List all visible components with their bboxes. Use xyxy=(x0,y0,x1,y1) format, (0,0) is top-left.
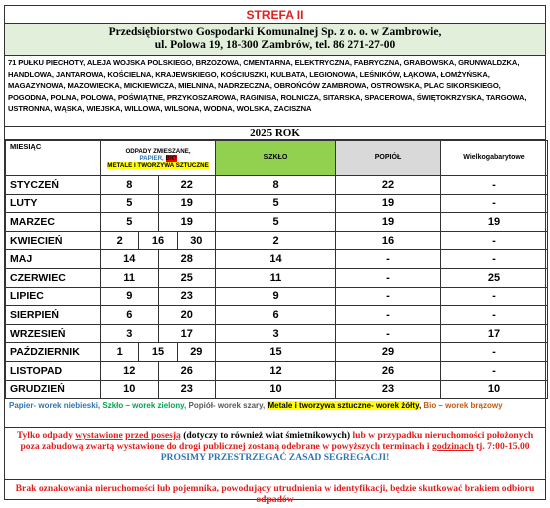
ash-date-cell: - xyxy=(336,306,441,325)
notice-part-8: tj. 7:00-15.00 xyxy=(473,441,530,453)
mixed-date: 17 xyxy=(158,325,216,343)
mixed-date: 19 xyxy=(158,195,216,213)
mixed-date: 3 xyxy=(126,327,133,340)
mixed-date: 15 xyxy=(138,343,176,361)
table-row xyxy=(6,176,548,195)
bag-color-legend xyxy=(5,399,545,428)
mixed-date: 1 xyxy=(116,346,123,359)
mixed-date: 30 xyxy=(177,232,215,250)
mixed-date: 28 xyxy=(158,250,216,268)
mixed-date: 23 xyxy=(158,381,216,399)
mixed-date: 14 xyxy=(123,253,136,266)
bulky-date-cell: - xyxy=(441,343,548,362)
table-header-row xyxy=(6,141,548,176)
bulky-date-cell: 10 xyxy=(441,380,548,399)
segregation-appeal: PROSIMY PRZESTRZEGAĆ ZASAD SEGREGACJI! xyxy=(160,452,390,464)
bulky-date-cell: 25 xyxy=(441,268,548,287)
ash-date-cell: 19 xyxy=(336,194,441,213)
glass-date-cell: 9 xyxy=(216,287,336,306)
header-ash: POPIÓŁ xyxy=(336,141,441,176)
glass-date-cell: 5 xyxy=(216,194,336,213)
month-cell: WRZESIEŃ xyxy=(6,324,101,343)
mixed-date: 29 xyxy=(177,343,215,361)
company-info xyxy=(5,24,545,56)
bulky-date-cell: 17 xyxy=(441,324,548,343)
notice-part-5: (dotyczy to również wiat śmietnikowych) xyxy=(180,430,351,442)
glass-date-cell: 2 xyxy=(216,231,336,250)
street-list: 71 PUŁKU PIECHOTY, ALEJA WOJSKA POLSKIEGO, BRZOZOWA, CMENTARNA, ELEKTRYCZNA, FABRYCZNA, GRABOWSKA, GRUNWALDZKA, HANDLOWA, JANTAROWA, KOŚCIELNA, KRAJEWSKIEGO, KOŚCIUSZKI, KULBATA, LEGIONOWA, LEŚNIKÓW, ŁĄKOWA, ŁOMŻYŃSKA, MAGAZYNOWA, MAZOWIECKA, MICKIEWICZA, MIELNINA, NADRZECZNA, OBROŃCÓW ZAMBROWA, OSTROWSKA, PLAC SIKORSKIEGO, POGODNA, POLNA, POLOWA, POŚWIĄTNE, PRZYKOSZAROWA, RAGINISA, ROLNICZA, SITARSKA, SPACEROWA, ŚWIĘTOKRZYSKA, TARGOWA, USTRONNA, WĄSKA, WIEJSKA, WILLOWA, WILSONA, WODNA, WOLSKA, ZACISZNA xyxy=(5,56,545,127)
bulky-date-cell: - xyxy=(441,250,548,269)
glass-date-cell: 11 xyxy=(216,268,336,287)
header-mixed xyxy=(101,141,216,176)
glass-date-cell: 6 xyxy=(216,306,336,325)
legend-metal: Metale i tworzywa sztuczne- worek żółty xyxy=(267,401,419,411)
mixed-date: 25 xyxy=(158,269,216,287)
table-row xyxy=(6,343,548,362)
year-heading: 2025 ROK xyxy=(5,127,545,140)
collection-notice xyxy=(5,428,545,480)
mixed-dates-cell xyxy=(101,250,216,269)
mixed-dates-cell xyxy=(101,287,216,306)
month-cell: STYCZEŃ xyxy=(6,176,101,195)
ash-date-cell: - xyxy=(336,324,441,343)
bulky-date-cell: - xyxy=(441,306,548,325)
company-name: Przedsiębiorstwo Gospodarki Komunalnej Sp. z o. o. w Zambrowie, xyxy=(108,26,442,38)
mixed-dates-cell xyxy=(101,343,216,362)
notice-part-2: wystawione xyxy=(75,430,123,442)
header-mixed-label: ODPADY ZMIESZANE, xyxy=(125,147,191,155)
bulky-date-cell: - xyxy=(441,361,548,380)
ash-date-cell: 23 xyxy=(336,380,441,399)
ash-date-cell: - xyxy=(336,268,441,287)
mixed-date: 2 xyxy=(116,234,123,247)
header-month: MIESIĄC xyxy=(6,141,101,176)
ash-date-cell: 29 xyxy=(336,343,441,362)
mixed-date: 5 xyxy=(126,215,133,228)
mixed-dates-cell xyxy=(101,268,216,287)
mixed-date: 12 xyxy=(123,364,136,377)
legend-ash: Popiół- worek szary, xyxy=(186,401,266,411)
month-cell: LUTY xyxy=(6,194,101,213)
schedule-document xyxy=(4,5,546,506)
month-cell: MARZEC xyxy=(6,213,101,232)
header-metal-label: METALE I TWORZYWA SZTUCZNE xyxy=(107,161,209,169)
table-row xyxy=(6,306,548,325)
glass-date-cell: 8 xyxy=(216,176,336,195)
mixed-date: 9 xyxy=(126,290,133,303)
bulky-date-cell: - xyxy=(441,231,548,250)
mixed-dates-cell xyxy=(101,194,216,213)
ash-date-cell: 26 xyxy=(336,361,441,380)
month-cell: GRUDZIEŃ xyxy=(6,380,101,399)
mixed-date: 20 xyxy=(158,306,216,324)
bulky-date-cell: - xyxy=(441,176,548,195)
glass-date-cell: 12 xyxy=(216,361,336,380)
identification-warning: Brak oznakowania nieruchomości lub pojemnika, powodujący utrudnienia w identyfikacji, będzie skutkować brakiem odbioru odpadów xyxy=(15,483,535,506)
mixed-dates-cell xyxy=(101,176,216,195)
collection-schedule-table xyxy=(5,140,548,399)
notice-part-7: godzinach xyxy=(432,441,474,453)
month-cell: MAJ xyxy=(6,250,101,269)
bulky-date-cell: 19 xyxy=(441,213,548,232)
month-cell: LIPIEC xyxy=(6,287,101,306)
glass-date-cell: 5 xyxy=(216,213,336,232)
mixed-date: 5 xyxy=(126,197,133,210)
legend-separator: , xyxy=(418,401,422,411)
table-row xyxy=(6,268,548,287)
mixed-date: 6 xyxy=(126,308,133,321)
mixed-date: 22 xyxy=(158,176,216,194)
zone-title: STREFA II xyxy=(5,6,545,24)
ash-date-cell: 16 xyxy=(336,231,441,250)
notice-part-4: przed posesją xyxy=(125,430,181,442)
mixed-dates-cell xyxy=(101,213,216,232)
bulky-date-cell: - xyxy=(441,287,548,306)
legend-paper: Papier- worek niebieski, xyxy=(9,401,101,411)
table-row xyxy=(6,361,548,380)
ash-date-cell: 22 xyxy=(336,176,441,195)
mixed-date: 23 xyxy=(158,288,216,306)
mixed-dates-cell xyxy=(101,380,216,399)
table-row xyxy=(6,213,548,232)
ash-date-cell: - xyxy=(336,287,441,306)
mixed-date: 19 xyxy=(158,213,216,231)
mixed-date: 11 xyxy=(123,271,136,284)
header-bulky: Wielkogabarytowe xyxy=(441,141,548,176)
glass-date-cell: 10 xyxy=(216,380,336,399)
glass-date-cell: 14 xyxy=(216,250,336,269)
ash-date-cell: - xyxy=(336,250,441,269)
glass-date-cell: 15 xyxy=(216,343,336,362)
month-cell: PAŹDZIERNIK xyxy=(6,343,101,362)
month-cell: CZERWIEC xyxy=(6,268,101,287)
mixed-date: 8 xyxy=(126,178,133,191)
table-row xyxy=(6,194,548,213)
legend-glass: Szkło – worek zielony, xyxy=(100,401,187,411)
mixed-date: 26 xyxy=(158,362,216,380)
header-paper-label: PAPIER, xyxy=(139,154,164,162)
legend-bio: Bio – worek brązowy xyxy=(421,401,503,411)
month-cell: SIERPIEŃ xyxy=(6,306,101,325)
mixed-dates-cell xyxy=(101,361,216,380)
mixed-dates-cell xyxy=(101,231,216,250)
header-glass: SZKŁO xyxy=(216,141,336,176)
ash-date-cell: 19 xyxy=(336,213,441,232)
table-row xyxy=(6,324,548,343)
table-row xyxy=(6,231,548,250)
company-address: ul. Polowa 19, 18-300 Zambrów, tel. 86 271-27-00 xyxy=(154,39,396,51)
month-cell: KWIECIEŃ xyxy=(6,231,101,250)
notice-part-1: Tylko odpady xyxy=(16,430,73,442)
header-bio-label: BIO xyxy=(165,154,177,162)
month-cell: LISTOPAD xyxy=(6,361,101,380)
mixed-dates-cell xyxy=(101,324,216,343)
notice-part-6: lub w przypadku nieruchomości położonych poza zabudową zwartą wystawione do drogi publicznej zostaną odebrane w powyższych terminach i xyxy=(20,430,534,453)
glass-date-cell: 3 xyxy=(216,324,336,343)
table-row xyxy=(6,287,548,306)
mixed-date: 10 xyxy=(123,383,136,396)
table-row xyxy=(6,380,548,399)
mixed-dates-cell xyxy=(101,306,216,325)
bulky-date-cell: - xyxy=(441,194,548,213)
table-row xyxy=(6,250,548,269)
mixed-date: 16 xyxy=(138,232,176,250)
